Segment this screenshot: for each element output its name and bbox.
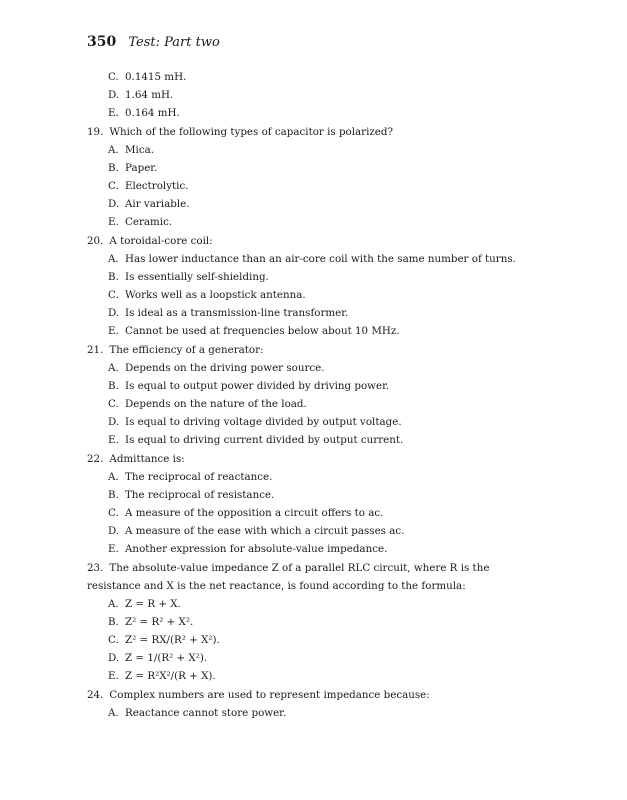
question-20	[87, 232, 542, 250]
answer-option: C. Depends on the nature of the load.	[108, 398, 307, 410]
question-23	[87, 559, 542, 595]
page-header	[87, 34, 220, 50]
answer-option: C. 0.1415 mH.	[108, 71, 187, 83]
question-number: 20.	[87, 235, 104, 247]
answer-option: D. A measure of the ease with which a circuit passes ac.	[108, 525, 405, 537]
running-head: Test: Part two	[128, 35, 220, 50]
answer-option: E. Z = R²X²/(R + X).	[108, 670, 216, 682]
question-number: 22.	[87, 453, 104, 465]
answer-option: A. Mica.	[108, 144, 155, 156]
answer-option: E. Ceramic.	[108, 216, 173, 228]
answer-option: C. Works well as a loopstick antenna.	[108, 289, 306, 301]
question-text: A toroidal-core coil:	[109, 235, 213, 247]
question-number: 24.	[87, 689, 104, 701]
answer-option: B. Z² = R² + X².	[108, 616, 194, 628]
answer-option: B. Is essentially self-shielding.	[108, 271, 269, 283]
question-number: 23.	[87, 562, 104, 574]
question-text: Complex numbers are used to represent impedance because:	[109, 689, 430, 701]
answer-option: B. The reciprocal of resistance.	[108, 489, 275, 501]
question-22	[87, 450, 542, 468]
answer-option: A. Z = R + X.	[108, 598, 181, 610]
answer-option: B. Paper.	[108, 162, 158, 174]
answer-option: E. Another expression for absolute-value impedance.	[108, 543, 388, 555]
question-text: Which of the following types of capacitor is polarized?	[109, 126, 394, 138]
question-19	[87, 123, 542, 141]
question-21	[87, 341, 542, 359]
answer-option: A. Depends on the driving power source.	[108, 362, 325, 374]
page-body	[87, 68, 542, 722]
question-text: Admittance is:	[109, 453, 185, 465]
question-text: The absolute-value impedance Z of a parallel RLC circuit, where R is the resistance and X is the net reactance, is found according to the formula:	[87, 562, 490, 592]
answer-option: B. Is equal to output power divided by driving power.	[108, 380, 390, 392]
question-number: 19.	[87, 126, 104, 138]
answer-option: A. The reciprocal of reactance.	[108, 471, 273, 483]
answer-option: A. Has lower inductance than an air-core coil with the same number of turns.	[108, 253, 516, 265]
answer-option: E. Is equal to driving current divided by output current.	[108, 434, 404, 446]
answer-option: A. Reactance cannot store power.	[108, 707, 287, 719]
answer-option: D. Air variable.	[108, 198, 190, 210]
answer-option: E. 0.164 mH.	[108, 107, 180, 119]
answer-option: D. Is equal to driving voltage divided by output voltage.	[108, 416, 402, 428]
answer-option: C. Z² = RX/(R² + X²).	[108, 634, 220, 646]
answer-option: D. Z = 1/(R² + X²).	[108, 652, 208, 664]
question-24	[87, 686, 542, 704]
question-number: 21.	[87, 344, 104, 356]
answer-option: D. Is ideal as a transmission-line transformer.	[108, 307, 349, 319]
answer-option: C. A measure of the opposition a circuit offers to ac.	[108, 507, 384, 519]
page-number: 350	[87, 34, 117, 50]
question-text: The efficiency of a generator:	[109, 344, 264, 356]
answer-option: C. Electrolytic.	[108, 180, 189, 192]
answer-option: E. Cannot be used at frequencies below about 10 MHz.	[108, 325, 400, 337]
answer-option: D. 1.64 mH.	[108, 89, 174, 101]
